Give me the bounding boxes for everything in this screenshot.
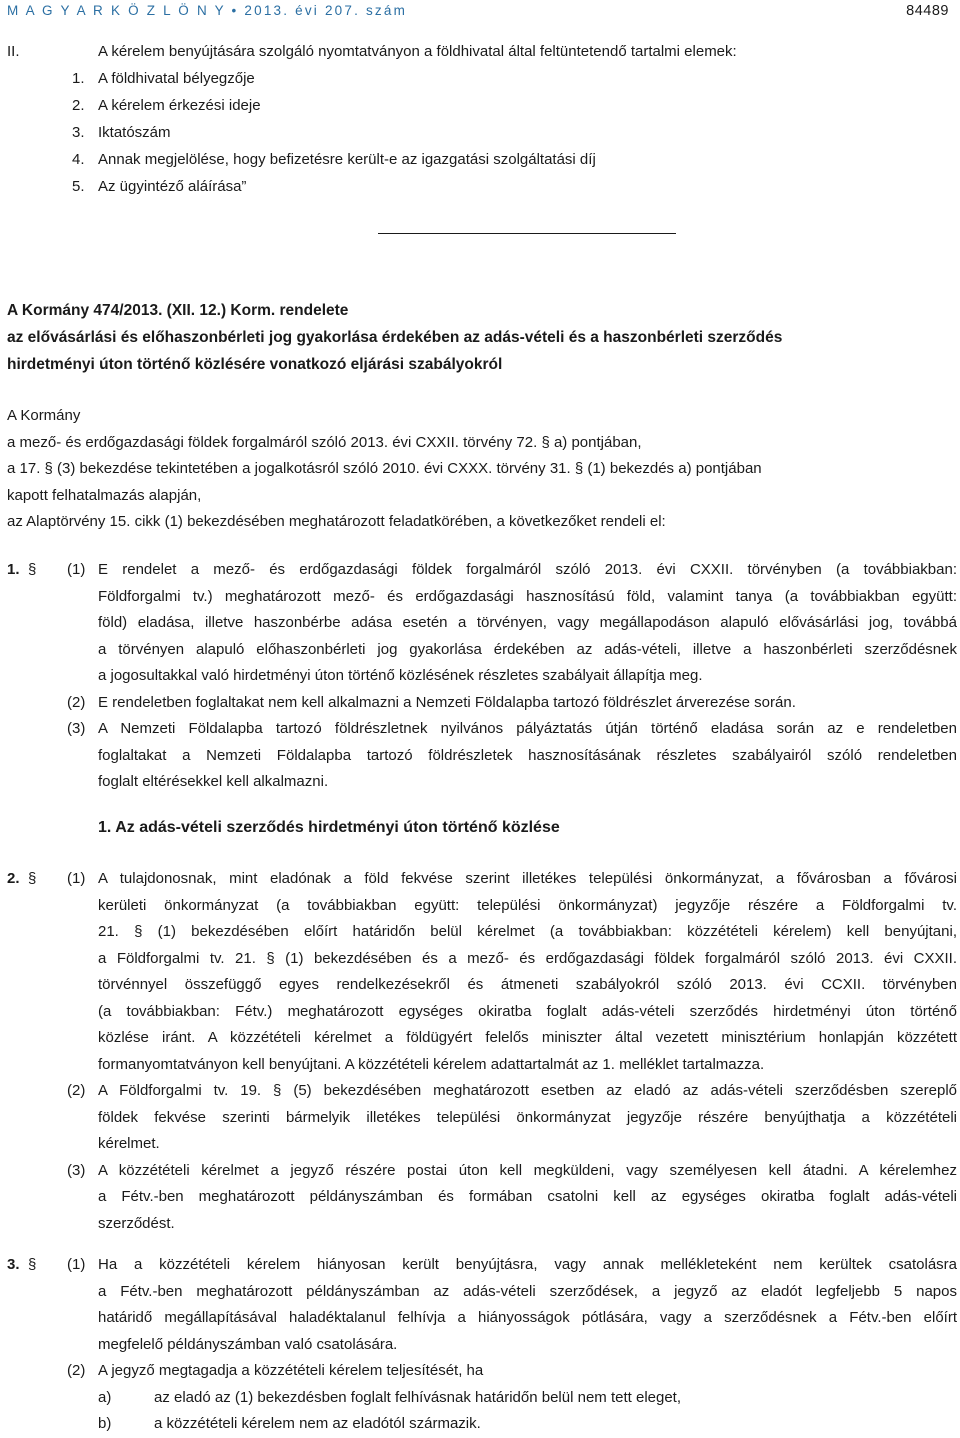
chapter-heading: 1. Az adás-vételi szerződés hirdetményi úton történő közlése xyxy=(98,819,560,836)
text-line: 21. § (1) bekezdésében előírt határidőn belül kérelmet (a továbbiakban: közzétételi kérelem) kell benyújtani, xyxy=(98,923,957,940)
text-line: a törvényen alapuló előhaszonbérleti jog gyakorlása érdekében az adás-vételi, illetve a haszonbérleti szerződésnek xyxy=(98,640,957,658)
paragraph xyxy=(7,866,957,1078)
text-line: foglaltakat a Nemzeti Földalapba tartozó földrészletek hasznosításának részletes szabályairól szóló rendeletben xyxy=(98,746,957,764)
decree-title xyxy=(7,297,952,378)
decree-title-line: hirdetményi úton történő közlésére vonatkozó eljárási szabályokról xyxy=(7,356,503,373)
text-line: a Fétv.-ben meghatározott példányszámban és formában csatolni kell az egységes okiratba foglalt adás-vételi xyxy=(98,1188,957,1205)
preamble xyxy=(7,403,952,536)
running-header xyxy=(7,0,957,22)
text-line: kérelmet. xyxy=(98,1135,160,1152)
publication-title: M A G Y A R K Ö Z L Ö N Y • 2013. évi 207. szám xyxy=(7,3,408,18)
text-line: határidő megállapításával haladéktalanul felhívja a hiányosságok pótlására, vagy a szerződésnek a Fétv.-ben előírt xyxy=(98,1309,957,1326)
paragraph-number: (2) xyxy=(67,693,86,711)
text-line: formanyomtatványon kell benyújtani. A közzétételi kérelem adattartalmát az 1. melléklet tartalmazza. xyxy=(98,1055,765,1073)
decree-title-line: az elővásárlási és előhaszonbérleti jog gyakorlása érdekében az adás-vételi és a haszonbérleti szerződés xyxy=(7,329,783,346)
section-sign: § xyxy=(28,561,37,578)
list-item xyxy=(7,147,957,174)
text-line: törvénnyel összefüggő egyes rendelkezésekről és átmeneti szabályokról szóló 2013. évi CCXII. törvényben xyxy=(98,976,957,993)
text-line: a Földforgalmi tv. 21. § (1) bekezdésében és a mező- és erdőgazdasági földek forgalmáról szóló 2013. évi CXXII. xyxy=(98,949,957,967)
text-line: szerződést. xyxy=(98,1214,175,1232)
text-line: kerületi önkormányzat (a továbbiakban együtt: települési önkormányzat) jegyzője részére a Földforgalmi tv. xyxy=(98,896,957,914)
text-line: A tulajdonosnak, mint eladónak a föld fekvése szerint illetékes települési önkormányzat, a fővárosban a fővárosi xyxy=(98,870,957,887)
list-item-text: Iktatószám xyxy=(98,124,171,141)
list-item xyxy=(7,66,957,93)
list-item-number: 2. xyxy=(72,97,85,114)
text-line: A közzétételi kérelmet a jegyző részére postai úton kell megküldeni, vagy személyesen kell átadni. A kérelemhez xyxy=(98,1161,957,1179)
paragraph-number: (1) xyxy=(67,870,86,887)
list-item-number: 1. xyxy=(72,70,85,87)
section-2 xyxy=(7,866,957,1237)
list-item-text: A kérelem érkezési ideje xyxy=(98,97,261,114)
list-item-label: a) xyxy=(98,1388,112,1406)
list-item-text: Annak megjelölése, hogy befizetésre került-e az igazgatási szolgáltatási díj xyxy=(98,151,596,168)
paragraph xyxy=(7,690,957,717)
text-line: közlése iránt. A közzétételi kérelmet a földügyért felelős miniszter által vezetett minisztérium honlapján közzétett xyxy=(98,1029,957,1046)
text-line: a jogosultakkal való hirdetményi úton történő közlésének részletes szabályait állapítja meg. xyxy=(98,667,703,684)
list-item-number: 5. xyxy=(72,178,85,195)
text-line: föld) eladása, illetve haszonbérbe adása esetén a törvényen, vagy megállapodáson alapuló elővásárlási jog, továbbá xyxy=(98,614,957,631)
paragraph xyxy=(7,716,957,796)
paragraph-number: (3) xyxy=(67,720,86,737)
text-line: foglalt eltérésekkel kell alkalmazni. xyxy=(98,773,329,790)
text-line: Földforgalmi tv.) meghatározott mező- és erdőgazdasági hasznosítású föld, valamint tanya (a továbbiakban együtt: xyxy=(98,587,957,605)
paragraph-number: (3) xyxy=(67,1161,86,1179)
paragraph-number: (1) xyxy=(67,1256,86,1273)
list-item-text: A földhivatal bélyegzője xyxy=(98,70,255,87)
list-item xyxy=(7,174,957,201)
text-line: A jegyző megtagadja a közzétételi kérelem teljesítését, ha xyxy=(98,1362,484,1379)
section-number: 3. xyxy=(7,1256,20,1273)
section-3 xyxy=(7,1252,957,1438)
text-line: A Nemzeti Földalapba tartozó földrészletnek nyilvános pályáztatás útján történő eladása során az e rendeletben xyxy=(98,720,957,737)
section-divider xyxy=(378,233,676,234)
list-item xyxy=(7,1411,957,1438)
preamble-line: A Kormány xyxy=(7,407,81,424)
decree-title-line: A Kormány 474/2013. (XII. 12.) Korm. rendelete xyxy=(7,302,349,319)
section-number: 1. xyxy=(7,561,20,578)
section-label: II. xyxy=(7,43,20,60)
paragraph xyxy=(7,1358,957,1385)
list-item-text: Az ügyintéző aláírása” xyxy=(98,178,247,195)
text-line: megfelelő példányszámban való csatolására. xyxy=(98,1335,398,1353)
section-intro: A kérelem benyújtására szolgáló nyomtatványon a földhivatal által feltüntetendő tartalmi elemek: xyxy=(98,43,737,60)
text-line: földek fekvése szerinti bármelyik illetékes települési önkormányzat jegyzője részére benyújthatja a közzétételi xyxy=(98,1108,957,1126)
section-II xyxy=(7,39,957,201)
paragraph-number: (2) xyxy=(67,1082,86,1099)
list-item-number: 4. xyxy=(72,151,85,168)
paragraph-number: (1) xyxy=(67,561,86,578)
paragraph xyxy=(7,1078,957,1158)
list-item-text: a közzétételi kérelem nem az eladótól származik. xyxy=(154,1415,481,1432)
section-1 xyxy=(7,557,957,796)
paragraph-number: (2) xyxy=(67,1362,86,1379)
list-item xyxy=(7,93,957,120)
paragraph xyxy=(7,1252,957,1358)
preamble-line: a 17. § (3) bekezdése tekintetében a jogalkotásról szóló 2010. évi CXXX. törvény 31. § (1) bekezdés a) pontjában xyxy=(7,460,762,477)
preamble-line: a mező- és erdőgazdasági földek forgalmáról szóló 2013. évi CXXII. törvény 72. § a) pontjában, xyxy=(7,433,642,451)
section-sign: § xyxy=(28,870,37,887)
text-line: a Fétv.-ben meghatározott példányszámban az adás-vételi szerződések, a jegyző az eladót legfeljebb 5 napos xyxy=(98,1282,957,1300)
text-line: Ha a közzétételi kérelem hiányosan került benyújtásra, vagy annak mellékleteként nem kerültek csatolásra xyxy=(98,1256,957,1273)
text-line: (a továbbiakban: Fétv.) meghatározott egységes okiratba foglalt adás-vételi szerződés hirdetményi úton történő xyxy=(98,1002,957,1020)
list-item xyxy=(7,1385,957,1412)
text-line: A Földforgalmi tv. 19. § (5) bekezdésében meghatározott esetben az eladó az adás-vételi szerződésben szereplő xyxy=(98,1082,957,1099)
list-item xyxy=(7,120,957,147)
list-item-text: az eladó az (1) bekezdésben foglalt felhívásnak határidőn belül nem tett eleget, xyxy=(154,1388,682,1406)
paragraph xyxy=(7,557,957,690)
paragraph xyxy=(7,1158,957,1238)
section-sign: § xyxy=(28,1256,37,1273)
list-item-number: 3. xyxy=(72,124,85,141)
page-number: 84489 xyxy=(906,3,949,19)
section-number: 2. xyxy=(7,870,20,887)
preamble-line: az Alaptörvény 15. cikk (1) bekezdésében meghatározott feladatkörében, a következőket rendeli el: xyxy=(7,513,666,530)
text-line: E rendeletben foglaltakat nem kell alkalmazni a Nemzeti Földalapba tartozó földrészlet árverezése során. xyxy=(98,693,796,711)
text-line: E rendelet a mező- és erdőgazdasági földek forgalmáról szóló 2013. évi CXXII. törvényben (a továbbiakban: xyxy=(98,561,957,578)
list-item-label: b) xyxy=(98,1415,112,1432)
preamble-line: kapott felhatalmazás alapján, xyxy=(7,486,202,504)
